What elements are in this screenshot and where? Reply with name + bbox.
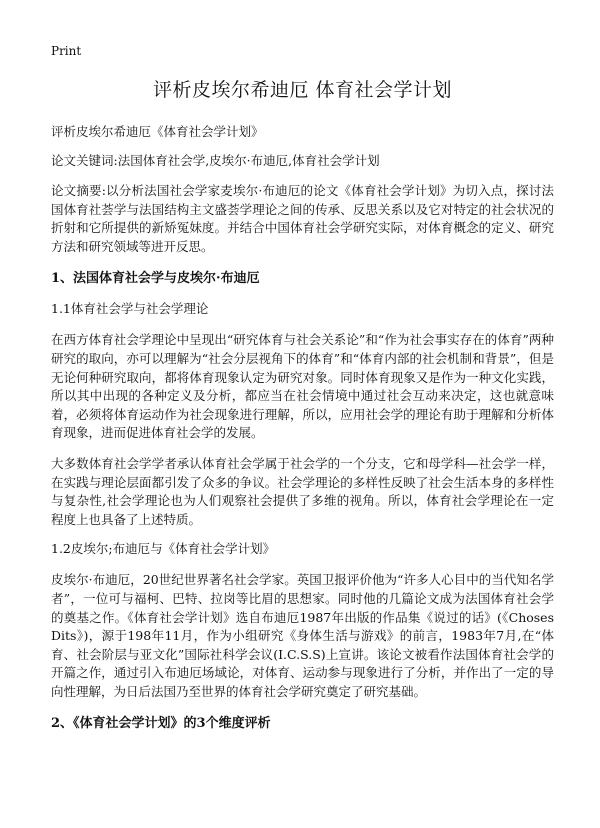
section-1-1-paragraph-1: 在西方体育社会学理论中呈现出“研究体育与社会关系论”和“作为社会事实存在的体育”两种研究的取向，亦可以理解为“社会分层视角下的体育”和“体育内部的社会机制和背景”，但是无论何种研究取向，都将体育现象认定为研究对象。同时体育现象又是作为一种文化实践，所以其中出现的各种定义及分析，都应当在社会情境中通过社会互动来决定，这也就意味着，必须将体育运动作为社会现象进行理解，所以，应用社会学的理论有助于理解和分析体育现象，进而促进体育社会学的发展。 (51, 332, 554, 441)
section-2-heading: 2、《体育社会学计划》的3个维度评析 (51, 716, 271, 732)
subtitle-line: 评析皮埃尔希迪厄《体育社会学计划》 (51, 124, 264, 139)
section-1-2-paragraph-1: 皮埃尔·布迪厄，20世纪世界著名社会学家。英国卫报评价他为“许多人心目中的当代知名学者”，一位可与福柯、巴特、拉岗等比眉的思想家。同时他的几篇论文成为法国体育社会学的奠基之作。《体育社会学计划》选自布迪厄1987年出版的作品集《说过的话》(《Choses Dits》)，源于198年11月，作为小组研究《身体生活与游戏》的前言，1983年7月,在“体育、社会阶层与亚文化”国际社科学会议(I.C.S.S)上宣讲。该论文被看作法国体育社会学的开篇之作，通过引入布迪厄场域论，对体育、运动参与现象进行了分析，并作出了一定的导向性理解，为日后法国乃至世界的体育社会学研究奠定了研究基础。 (51, 572, 554, 699)
keywords-line: 论文关键词:法国体育社会学,皮埃尔·布迪厄,体育社会学计划 (51, 153, 380, 168)
section-1-1-heading: 1.1体育社会学与社会学理论 (51, 301, 209, 317)
print-label: Print (51, 44, 82, 58)
section-1-2-heading: 1.2皮埃尔;布迪厄与《体育社会学计划》 (51, 541, 276, 557)
section-1-heading: 1、法国体育社会学与皮埃尔·布迪厄 (51, 271, 260, 287)
abstract-paragraph: 论文摘要:以分析法国社会学家麦埃尔·布迪厄的论文《体育社会学计划》为切入点，探讨法国体育社荟学与法国结构主文盛荟学理论之间的传承、反思关系以及它对特定的社会状况的折射和它所提供的新矫冤妹度。并结合中国体育社会学研究实际，对体育概念的定义、研究方法和研究领域等进开反思。 (51, 183, 554, 254)
section-1-1-paragraph-2: 大多数体育社会学学者承认体育社会学属于社会学的一个分支，它和母学科—社会学一样，在实践与理论层面都引发了众多的争议。社会学理论的多样性反映了社会生活本身的多样性与复杂性,社会学理论也为人们观察社会提供了多维的视角。所以，体育社会学理论在一定程度上也具备了上述特质。 (51, 455, 554, 527)
document-title: 评析皮埃尔希迪厄 体育社会学计划 (152, 79, 453, 101)
